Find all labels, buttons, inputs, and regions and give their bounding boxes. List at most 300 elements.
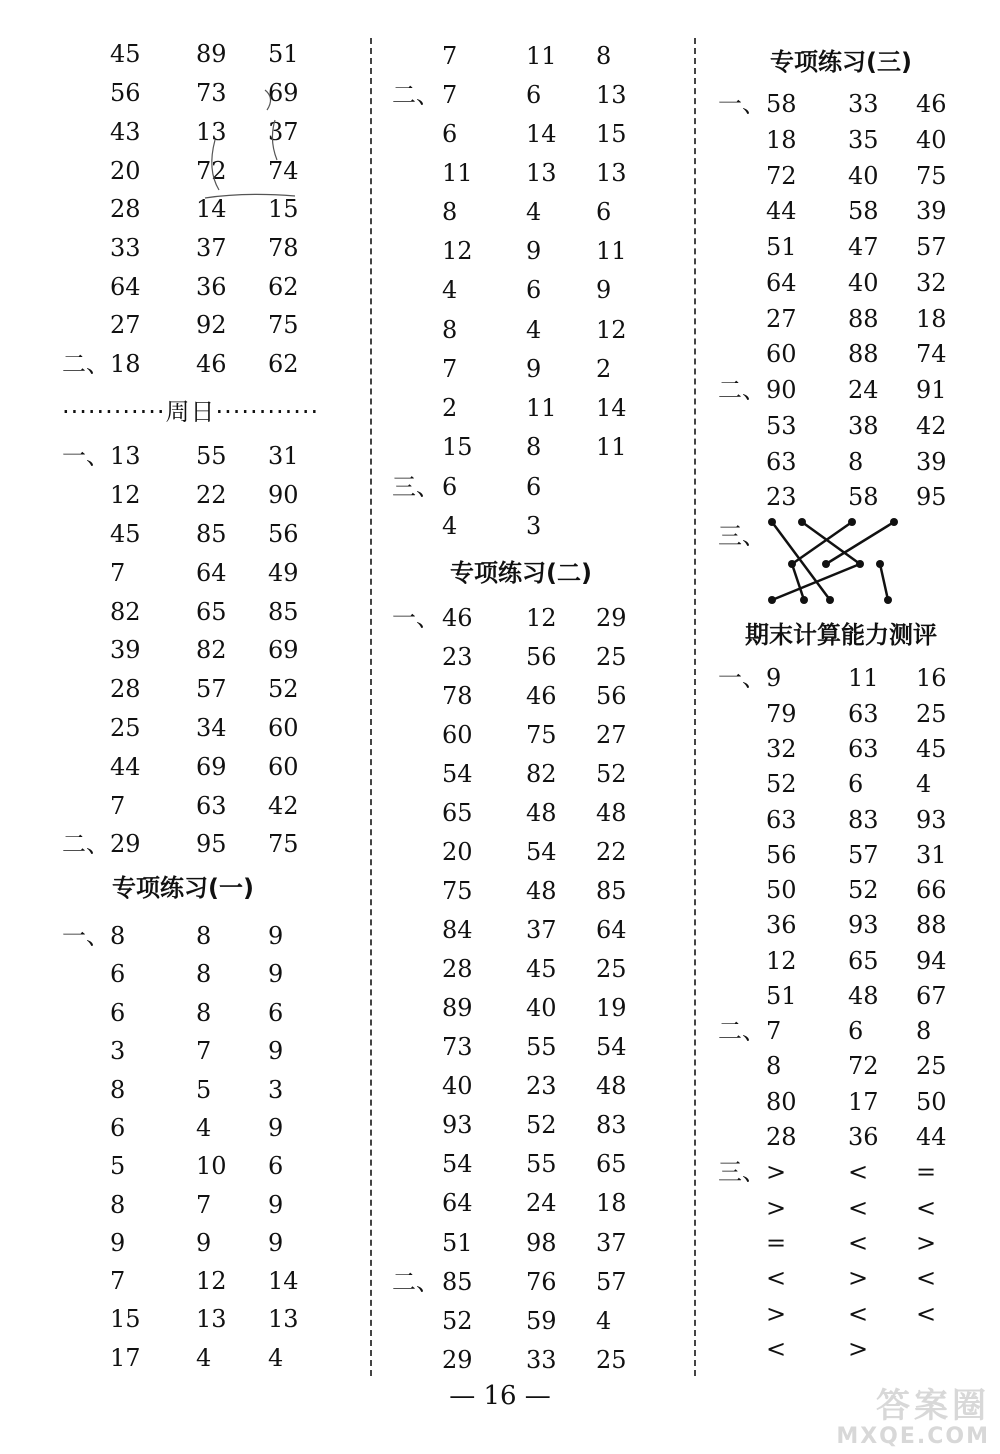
- answer-value: 52: [268, 675, 299, 703]
- answer-row: [700, 158, 1000, 194]
- answer-value: 94: [916, 947, 947, 975]
- answer-value: 54: [442, 1150, 473, 1178]
- answer-value: 9: [268, 1037, 284, 1065]
- answer-value: 51: [268, 40, 299, 68]
- answer-value: 6: [110, 960, 126, 988]
- answer-value: 19: [596, 994, 627, 1022]
- answer-value: 9: [268, 960, 284, 988]
- answer-value: 4: [916, 770, 932, 798]
- answer-value: 11: [526, 42, 557, 70]
- answer-value: 9: [268, 922, 284, 950]
- answer-row: [378, 38, 693, 74]
- answer-value: 27: [596, 721, 627, 749]
- answer-value: <: [916, 1264, 937, 1292]
- answer-value: 66: [916, 876, 947, 904]
- answer-row: [0, 1340, 360, 1376]
- answer-row: [0, 1072, 360, 1108]
- answer-value: 45: [916, 735, 947, 763]
- answer-value: 36: [766, 911, 797, 939]
- answer-value: 82: [110, 598, 141, 626]
- answer-value: 28: [766, 1123, 797, 1151]
- answer-row: [700, 1190, 1000, 1226]
- answer-row: [378, 795, 693, 831]
- section-marker: 三、: [718, 1158, 766, 1186]
- answer-value: 24: [526, 1189, 557, 1217]
- answer-value: 44: [916, 1123, 947, 1151]
- answer-value: 13: [596, 81, 627, 109]
- answer-row: [0, 516, 360, 552]
- answer-row: [700, 1296, 1000, 1332]
- answer-value: 89: [196, 40, 227, 68]
- answer-value: 93: [848, 911, 879, 939]
- answer-value: 51: [766, 982, 797, 1010]
- answer-value: 38: [848, 412, 879, 440]
- answer-row: [378, 390, 693, 426]
- answer-row: [0, 995, 360, 1031]
- answer-value: 79: [766, 700, 797, 728]
- answer-row: [378, 717, 693, 753]
- answer-value: 55: [196, 442, 227, 470]
- answer-value: 12: [196, 1267, 227, 1295]
- answer-value: 6: [268, 999, 284, 1027]
- answer-value: 90: [766, 376, 797, 404]
- answer-value: 7: [110, 792, 126, 820]
- answer-row: [0, 114, 360, 150]
- answer-row: [0, 710, 360, 746]
- answer-value: 54: [442, 760, 473, 788]
- section-heading-3: 专项练习(三): [770, 48, 912, 76]
- answer-value: 55: [526, 1150, 557, 1178]
- answer-value: 80: [766, 1088, 797, 1116]
- answer-value: 88: [848, 305, 879, 333]
- answer-value: 18: [766, 126, 797, 154]
- answer-value: 25: [596, 1346, 627, 1374]
- answer-value: 15: [268, 195, 299, 223]
- answer-value: 6: [596, 198, 612, 226]
- answer-row: [0, 75, 360, 111]
- answer-value: 9: [526, 237, 542, 265]
- answer-value: 24: [848, 376, 879, 404]
- answer-value: 6: [442, 120, 458, 148]
- answer-value: 9: [526, 355, 542, 383]
- answer-value: 13: [196, 1305, 227, 1333]
- answer-value: 6: [442, 473, 458, 501]
- section-marker: 一、: [718, 664, 766, 692]
- answer-value: 50: [766, 876, 797, 904]
- answer-row: [0, 230, 360, 266]
- answer-value: 95: [196, 830, 227, 858]
- answer-value: 65: [596, 1150, 627, 1178]
- watermark-line1: 答案圈: [876, 1386, 990, 1426]
- answer-value: 91: [916, 376, 947, 404]
- answer-value: 12: [766, 947, 797, 975]
- answer-value: 20: [110, 157, 141, 185]
- answer-value: 65: [442, 799, 473, 827]
- answer-value: 2: [596, 355, 612, 383]
- answer-value: 4: [442, 512, 458, 540]
- answer-row: [700, 1225, 1000, 1261]
- section-marker: 二、: [718, 376, 766, 404]
- answer-row: [700, 1154, 1000, 1190]
- answer-value: 27: [110, 311, 141, 339]
- section-marker: 一、: [718, 90, 766, 118]
- answer-value: 8: [596, 42, 612, 70]
- answer-row: [378, 1342, 693, 1378]
- answer-value: 57: [848, 841, 879, 869]
- answer-row: [378, 194, 693, 230]
- answer-value: 8: [848, 448, 864, 476]
- watermark-line2: MXQE.COM: [836, 1424, 990, 1450]
- answer-value: 63: [766, 448, 797, 476]
- answer-value: 11: [526, 394, 557, 422]
- answer-value: >: [766, 1194, 787, 1222]
- answer-value: 7: [766, 1017, 782, 1045]
- answer-value: 25: [916, 700, 947, 728]
- answer-value: >: [766, 1300, 787, 1328]
- answer-value: >: [848, 1335, 869, 1363]
- answer-row: [700, 301, 1000, 337]
- answer-row: [0, 153, 360, 189]
- answer-value: 84: [442, 916, 473, 944]
- answer-value: 72: [196, 157, 227, 185]
- answer-value: 28: [442, 955, 473, 983]
- answer-value: 57: [196, 675, 227, 703]
- answer-value: 4: [196, 1344, 212, 1372]
- answer-value: 6: [848, 770, 864, 798]
- answer-value: 58: [848, 197, 879, 225]
- answer-value: 4: [268, 1344, 284, 1372]
- answer-row: [700, 193, 1000, 229]
- answer-value: 37: [268, 118, 299, 146]
- answer-value: >: [766, 1158, 787, 1186]
- answer-value: 7: [442, 355, 458, 383]
- answer-row: [700, 943, 1000, 979]
- answer-value: 88: [916, 911, 947, 939]
- column-divider-1: [370, 38, 372, 1376]
- answer-value: 15: [110, 1305, 141, 1333]
- answer-value: 73: [196, 79, 227, 107]
- answer-row: [378, 912, 693, 948]
- answer-value: 22: [196, 481, 227, 509]
- answer-value: 9: [110, 1229, 126, 1257]
- answer-value: 15: [442, 433, 473, 461]
- answer-value: 64: [766, 269, 797, 297]
- answer-value: 52: [766, 770, 797, 798]
- answer-value: 8: [196, 999, 212, 1027]
- answer-row: [0, 918, 360, 954]
- answer-value: 37: [596, 1229, 627, 1257]
- answer-value: 74: [916, 340, 947, 368]
- answer-value: 35: [848, 126, 879, 154]
- answer-value: 12: [110, 481, 141, 509]
- answer-value: 7: [110, 1267, 126, 1295]
- answer-row: [0, 36, 360, 72]
- answer-row: [378, 351, 693, 387]
- answer-value: 2: [442, 394, 458, 422]
- answer-row: [0, 438, 360, 474]
- answer-value: 74: [268, 157, 299, 185]
- answer-value: 60: [268, 714, 299, 742]
- answer-value: 4: [526, 198, 542, 226]
- answer-value: 52: [442, 1307, 473, 1335]
- answer-value: =: [916, 1158, 937, 1186]
- answer-value: 60: [268, 753, 299, 781]
- answer-row: [700, 1013, 1000, 1049]
- answer-row: [378, 1029, 693, 1065]
- answer-row: [0, 826, 360, 862]
- answer-value: 8: [196, 960, 212, 988]
- matching-lines: [760, 512, 900, 612]
- divider-sunday: ············周日············: [62, 398, 320, 426]
- answer-value: 98: [526, 1229, 557, 1257]
- answer-value: 90: [268, 481, 299, 509]
- answer-row: [378, 77, 693, 113]
- answer-value: 11: [848, 664, 879, 692]
- answer-value: 31: [916, 841, 947, 869]
- answer-row: [378, 873, 693, 909]
- answer-row: [378, 951, 693, 987]
- answer-value: 75: [268, 830, 299, 858]
- answer-value: 62: [268, 273, 299, 301]
- answer-value: 63: [196, 792, 227, 820]
- answer-value: 7: [196, 1191, 212, 1219]
- answer-row: [0, 1148, 360, 1184]
- answer-value: 60: [766, 340, 797, 368]
- answer-row: [0, 749, 360, 785]
- answer-value: 4: [196, 1114, 212, 1142]
- answer-value: 14: [268, 1267, 299, 1295]
- answer-value: <: [848, 1229, 869, 1257]
- answer-value: >: [916, 1229, 937, 1257]
- answer-value: 34: [196, 714, 227, 742]
- answer-value: 57: [596, 1268, 627, 1296]
- answer-row: [700, 872, 1000, 908]
- answer-value: 17: [110, 1344, 141, 1372]
- answer-value: 13: [268, 1305, 299, 1333]
- answer-value: 85: [442, 1268, 473, 1296]
- answer-value: 37: [526, 916, 557, 944]
- answer-value: 8: [916, 1017, 932, 1045]
- answer-value: 75: [526, 721, 557, 749]
- answer-value: 75: [916, 162, 947, 190]
- answer-value: 85: [596, 877, 627, 905]
- answer-row: [700, 802, 1000, 838]
- answer-value: 13: [196, 118, 227, 146]
- answer-value: 18: [916, 305, 947, 333]
- answer-row: [700, 408, 1000, 444]
- answer-row: [378, 233, 693, 269]
- answer-value: 14: [196, 195, 227, 223]
- answer-value: 69: [196, 753, 227, 781]
- answer-value: 11: [596, 433, 627, 461]
- answer-value: 8: [766, 1052, 782, 1080]
- answer-value: 25: [596, 643, 627, 671]
- answer-value: 75: [442, 877, 473, 905]
- answer-value: 37: [196, 234, 227, 262]
- answer-value: 46: [526, 682, 557, 710]
- answer-value: 52: [526, 1111, 557, 1139]
- answer-value: 75: [268, 311, 299, 339]
- answer-value: 57: [916, 233, 947, 261]
- answer-value: 8: [110, 1076, 126, 1104]
- answer-value: 72: [848, 1052, 879, 1080]
- answer-row: [378, 756, 693, 792]
- answer-value: 42: [916, 412, 947, 440]
- answer-value: 14: [526, 120, 557, 148]
- answer-row: [700, 1260, 1000, 1296]
- answer-value: 16: [916, 664, 947, 692]
- answer-row: [0, 477, 360, 513]
- answer-value: 64: [196, 559, 227, 587]
- answer-value: 13: [526, 159, 557, 187]
- answer-value: 29: [596, 604, 627, 632]
- answer-row: [0, 1187, 360, 1223]
- answer-value: 63: [766, 806, 797, 834]
- answer-value: 44: [110, 753, 141, 781]
- answer-row: [378, 116, 693, 152]
- answer-row: [0, 1033, 360, 1069]
- answer-value: <: [848, 1158, 869, 1186]
- answer-value: 8: [110, 922, 126, 950]
- answer-value: 9: [596, 276, 612, 304]
- answer-value: 22: [596, 838, 627, 866]
- answer-row: [378, 272, 693, 308]
- answer-value: 60: [442, 721, 473, 749]
- answer-value: 29: [442, 1346, 473, 1374]
- answer-value: 9: [268, 1114, 284, 1142]
- answer-value: 56: [268, 520, 299, 548]
- answer-row: [0, 269, 360, 305]
- answer-value: 52: [848, 876, 879, 904]
- answer-value: 11: [596, 237, 627, 265]
- answer-value: 65: [196, 598, 227, 626]
- answer-row: [700, 1331, 1000, 1367]
- answer-value: 25: [596, 955, 627, 983]
- answer-value: 9: [268, 1229, 284, 1257]
- section-marker: 二、: [392, 81, 440, 109]
- answer-value: 7: [442, 42, 458, 70]
- answer-value: 12: [596, 316, 627, 344]
- answer-value: 69: [268, 636, 299, 664]
- answer-value: 58: [848, 483, 879, 511]
- answer-value: 63: [848, 735, 879, 763]
- answer-value: 54: [596, 1033, 627, 1061]
- answer-value: 64: [442, 1189, 473, 1217]
- answer-row: [700, 978, 1000, 1014]
- answer-value: >: [848, 1264, 869, 1292]
- answer-value: 7: [196, 1037, 212, 1065]
- answer-value: 53: [766, 412, 797, 440]
- answer-row: [0, 671, 360, 707]
- answer-row: [700, 479, 1000, 515]
- answer-row: [378, 600, 693, 636]
- answer-value: 78: [442, 682, 473, 710]
- answer-value: 29: [110, 830, 141, 858]
- answer-value: 12: [442, 237, 473, 265]
- answer-value: 48: [526, 799, 557, 827]
- answer-value: 6: [110, 999, 126, 1027]
- answer-row: [0, 1110, 360, 1146]
- answer-value: 56: [766, 841, 797, 869]
- answer-row: [378, 1185, 693, 1221]
- answer-value: 51: [442, 1229, 473, 1257]
- answer-row: [700, 122, 1000, 158]
- answer-row: [0, 307, 360, 343]
- answer-row: [700, 766, 1000, 802]
- answer-value: 8: [110, 1191, 126, 1219]
- answer-row: [700, 907, 1000, 943]
- answer-value: 40: [916, 126, 947, 154]
- answer-row: [378, 1146, 693, 1182]
- answer-value: 46: [442, 604, 473, 632]
- answer-value: 15: [596, 120, 627, 148]
- answer-value: 4: [526, 316, 542, 344]
- answer-value: 9: [196, 1229, 212, 1257]
- answer-row: [378, 1225, 693, 1261]
- answer-value: 45: [110, 40, 141, 68]
- answer-value: 32: [766, 735, 797, 763]
- answer-row: [378, 312, 693, 348]
- answer-value: 67: [916, 982, 947, 1010]
- matching-marker: 三、: [718, 522, 766, 550]
- answer-value: 44: [766, 197, 797, 225]
- answer-value: 17: [848, 1088, 879, 1116]
- answer-value: 7: [110, 559, 126, 587]
- answer-row: [0, 788, 360, 824]
- answer-row: [700, 731, 1000, 767]
- answer-row: [0, 1301, 360, 1337]
- answer-value: 72: [766, 162, 797, 190]
- answer-value: 43: [110, 118, 141, 146]
- answer-value: <: [916, 1194, 937, 1222]
- section-marker: 一、: [62, 922, 110, 950]
- answer-value: 50: [916, 1088, 947, 1116]
- section-marker: 二、: [62, 830, 110, 858]
- page-number: — 16 —: [449, 1381, 551, 1411]
- answer-value: 51: [766, 233, 797, 261]
- answer-row: [0, 632, 360, 668]
- answer-value: 39: [916, 448, 947, 476]
- answer-value: 48: [596, 799, 627, 827]
- answer-value: 14: [596, 394, 627, 422]
- section-marker: 二、: [62, 350, 110, 378]
- answer-value: 27: [766, 305, 797, 333]
- answer-value: 56: [596, 682, 627, 710]
- section-heading-1: 专项练习(一): [112, 874, 254, 902]
- answer-value: 7: [442, 81, 458, 109]
- answer-value: =: [766, 1229, 787, 1257]
- answer-value: 78: [268, 234, 299, 262]
- answer-value: 3: [110, 1037, 126, 1065]
- answer-value: 83: [848, 806, 879, 834]
- answer-row: [0, 594, 360, 630]
- answer-value: <: [766, 1264, 787, 1292]
- answer-value: 23: [766, 483, 797, 511]
- answer-value: 46: [916, 90, 947, 118]
- answer-value: 5: [110, 1152, 126, 1180]
- answer-value: 55: [526, 1033, 557, 1061]
- answer-row: [378, 834, 693, 870]
- answer-value: 6: [526, 276, 542, 304]
- answer-value: 83: [596, 1111, 627, 1139]
- answer-value: 6: [526, 473, 542, 501]
- answer-value: 82: [196, 636, 227, 664]
- answer-value: <: [848, 1194, 869, 1222]
- answer-value: 62: [268, 350, 299, 378]
- answer-row: [700, 1048, 1000, 1084]
- answer-value: 31: [268, 442, 299, 470]
- answer-value: 52: [596, 760, 627, 788]
